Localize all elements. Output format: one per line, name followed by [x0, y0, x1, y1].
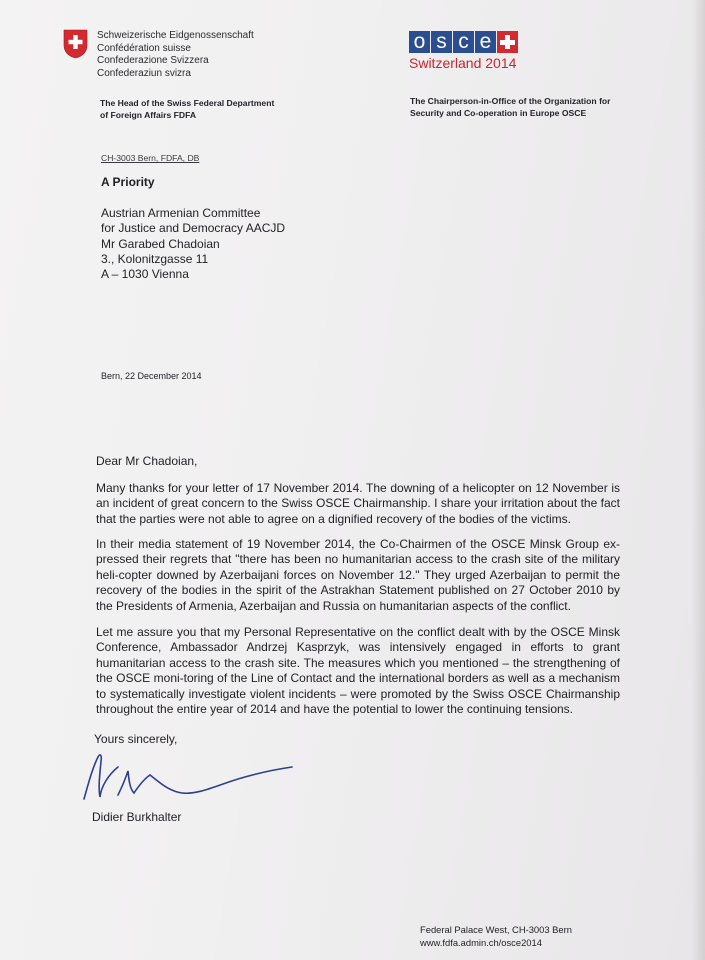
salutation: Dear Mr Chadoian,: [96, 454, 198, 468]
handwritten-signature: [78, 747, 298, 812]
osce-logo: [409, 31, 518, 71]
footer-address: [420, 924, 572, 949]
confederation-name-de: Schweizerische Eidgenossenschaft: [97, 30, 254, 41]
reference-line: CH-3003 Bern, FDFA, DB: [101, 153, 200, 163]
sender-department-line: The Head of the Swiss Federal Department: [100, 98, 275, 108]
address-line: Austrian Armenian Committee: [101, 206, 261, 220]
body-paragraph: In their media statement of 19 November 2014, the Co-Chairmen of the OSCE Minsk Group ex-pressed their regrets that "there has been no humanitarian access to the crash site of the military heli-copter downed by Azerbaijani forces on November 12." They urged Azerbaijan to permit the recovery of the bodies in the spirit of the Astrakhan Statement published on 27 October 2010 by the Presidents of Armenia, Azerbaijan and Russia on humanitarian aspects of the conflict.: [96, 537, 620, 613]
body-paragraph: Let me assure you that my Personal Representative on the conflict dealt with by the OSCE Minsk Conference, Ambassador Andrzej Kasprzyk, was intensively engaged in efforts to grant humanitarian access to the crash site. The measures which you mentioned – the strengthening of the OSCE moni-toring of the Line of Contact and the international borders as well as a mechanism to systematically investigate violent incidents – were promoted by the Swiss OSCE Chairmanship throughout the entire year of 2014 and have the potential to lower the continuing tensions.: [96, 625, 620, 717]
address-line: 3., Kolonitzgasse 11: [101, 251, 209, 266]
osce-logo-letter: s: [431, 31, 452, 53]
closing: Yours sincerely,: [94, 732, 178, 746]
sender-department: [100, 97, 274, 121]
letter-date: Bern, 22 December 2014: [101, 371, 202, 381]
page-edge-shadow: [691, 0, 705, 960]
osce-logo-letter: c: [453, 31, 474, 53]
footer-line: Federal Palace West, CH-3003 Bern: [420, 924, 572, 935]
signer-name: Didier Burkhalter: [92, 810, 182, 824]
confederation-names: [97, 30, 254, 80]
address-line: Mr Garabed Chadoian: [101, 236, 220, 251]
osce-logo-subtitle: Switzerland 2014: [409, 55, 517, 71]
osce-chair-line: Security and Co-operation in Europe OSCE: [410, 108, 587, 118]
osce-chair-line: The Chairperson-in-Office of the Organization for: [410, 96, 611, 106]
footer-website-link[interactable]: www.fdfa.admin.ch/osce2014: [420, 936, 542, 948]
osce-chair-title: [410, 95, 611, 119]
swiss-coat-of-arms-icon: [63, 29, 88, 64]
osce-logo-letter: o: [409, 31, 430, 53]
confederation-name-it: Confederazione Svizzera: [97, 55, 209, 66]
recipient-address: [101, 206, 285, 282]
address-line: for Justice and Democracy AACJD: [101, 221, 286, 236]
swiss-cross-icon: [497, 31, 518, 53]
osce-logo-letter: e: [475, 31, 496, 53]
sender-department-line: of Foreign Affairs FDFA: [100, 110, 197, 120]
address-line: A – 1030 Vienna: [101, 267, 189, 282]
confederation-name-fr: Confédération suisse: [97, 42, 191, 54]
priority-label: A Priority: [101, 175, 155, 189]
body-paragraph: Many thanks for your letter of 17 November 2014. The downing of a helicopter on 12 November is an incident of great concern to the Swiss OSCE Chairmanship. I share your irritation about the fact that the parties were not able to agree on a dignified recovery of the bodies of the victims.: [96, 481, 620, 526]
confederation-name-rm: Confederaziun svizra: [97, 67, 191, 79]
